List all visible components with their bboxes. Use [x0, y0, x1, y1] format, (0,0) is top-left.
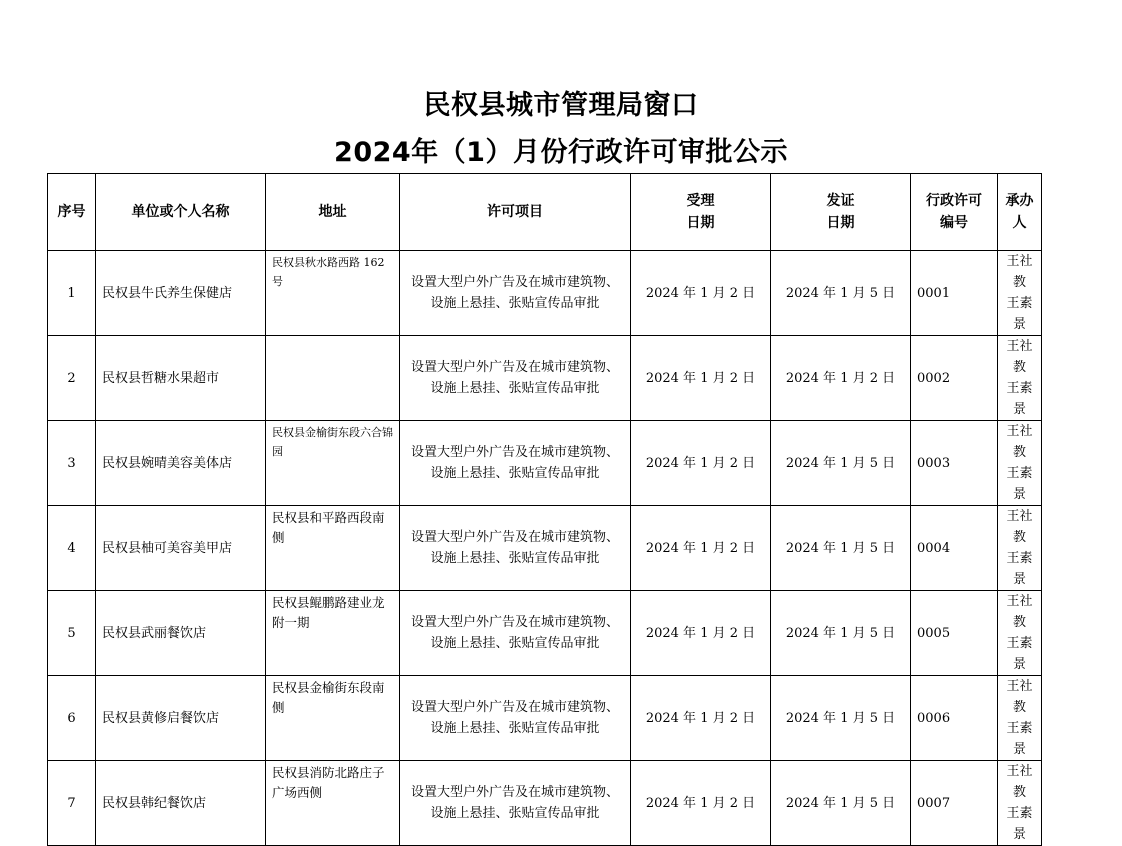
table-header-row [48, 174, 1042, 251]
cell-permit-no: 0005 [911, 591, 998, 676]
cell-index: 1 [48, 251, 96, 336]
cell-item: 设置大型户外广告及在城市建筑物、设施上悬挂、张贴宣传品审批 [400, 676, 631, 761]
table-row [48, 676, 1042, 761]
cell-name: 民权县韩纪餐饮店 [96, 761, 266, 846]
header-name: 单位或个人名称 [96, 174, 266, 251]
table-row [48, 761, 1042, 846]
cell-index: 2 [48, 336, 96, 421]
cell-index: 3 [48, 421, 96, 506]
cell-accept-date: 2024 年 1 月 2 日 [631, 676, 771, 761]
cell-item: 设置大型户外广告及在城市建筑物、设施上悬挂、张贴宣传品审批 [400, 251, 631, 336]
cell-item: 设置大型户外广告及在城市建筑物、设施上悬挂、张贴宣传品审批 [400, 506, 631, 591]
cell-name: 民权县柚可美容美甲店 [96, 506, 266, 591]
table-row [48, 251, 1042, 336]
cell-issue-date: 2024 年 1 月 5 日 [771, 506, 911, 591]
cell-item: 设置大型户外广告及在城市建筑物、设施上悬挂、张贴宣传品审批 [400, 591, 631, 676]
cell-issue-date: 2024 年 1 月 5 日 [771, 421, 911, 506]
cell-issue-date: 2024 年 1 月 5 日 [771, 676, 911, 761]
cell-item: 设置大型户外广告及在城市建筑物、设施上悬挂、张贴宣传品审批 [400, 761, 631, 846]
page-title-line1: 民权县城市管理局窗口 [423, 90, 699, 121]
cell-address: 民权县鲲鹏路建业龙附一期 [266, 591, 400, 676]
cell-accept-date: 2024 年 1 月 2 日 [631, 251, 771, 336]
cell-accept-date: 2024 年 1 月 2 日 [631, 761, 771, 846]
cell-address: 民权县消防北路庄子广场西侧 [266, 761, 400, 846]
cell-permit-no: 0004 [911, 506, 998, 591]
cell-name: 民权县黄修启餐饮店 [96, 676, 266, 761]
cell-address: 民权县金榆街东段南侧 [266, 676, 400, 761]
cell-permit-no: 0001 [911, 251, 998, 336]
cell-officers: 王社教 王素景 [998, 336, 1042, 421]
table-row [48, 506, 1042, 591]
cell-index: 5 [48, 591, 96, 676]
header-item: 许可项目 [400, 174, 631, 251]
cell-address: 民权县金榆街东段六合锦园 [266, 421, 400, 506]
cell-accept-date: 2024 年 1 月 2 日 [631, 591, 771, 676]
cell-issue-date: 2024 年 1 月 5 日 [771, 251, 911, 336]
cell-accept-date: 2024 年 1 月 2 日 [631, 506, 771, 591]
cell-name: 民权县婉晴美容美体店 [96, 421, 266, 506]
cell-officers: 王社教 王素景 [998, 761, 1042, 846]
cell-address: 民权县和平路西段南侧 [266, 506, 400, 591]
header-officers: 承办人 [998, 174, 1042, 251]
header-accept-date: 受理 日期 [631, 174, 771, 251]
permit-table [47, 173, 1042, 846]
cell-item: 设置大型户外广告及在城市建筑物、设施上悬挂、张贴宣传品审批 [400, 336, 631, 421]
cell-name: 民权县牛氏养生保健店 [96, 251, 266, 336]
cell-item: 设置大型户外广告及在城市建筑物、设施上悬挂、张贴宣传品审批 [400, 421, 631, 506]
header-permit-no: 行政许可 编号 [911, 174, 998, 251]
cell-name: 民权县哲糖水果超市 [96, 336, 266, 421]
cell-officers: 王社教 王素景 [998, 421, 1042, 506]
table-row [48, 591, 1042, 676]
header-index: 序号 [48, 174, 96, 251]
table-row [48, 421, 1042, 506]
cell-issue-date: 2024 年 1 月 5 日 [771, 591, 911, 676]
cell-issue-date: 2024 年 1 月 5 日 [771, 761, 911, 846]
page-title-line2: 2024年（1）月份行政许可审批公示 [334, 137, 788, 168]
cell-officers: 王社教 王素景 [998, 676, 1042, 761]
table-row [48, 336, 1042, 421]
cell-issue-date: 2024 年 1 月 2 日 [771, 336, 911, 421]
header-address: 地址 [266, 174, 400, 251]
cell-index: 7 [48, 761, 96, 846]
header-issue-date: 发证 日期 [771, 174, 911, 251]
cell-permit-no: 0006 [911, 676, 998, 761]
cell-address: 民权县秋水路西路 162 号 [266, 251, 400, 336]
cell-accept-date: 2024 年 1 月 2 日 [631, 336, 771, 421]
cell-index: 4 [48, 506, 96, 591]
cell-permit-no: 0003 [911, 421, 998, 506]
cell-officers: 王社教 王素景 [998, 506, 1042, 591]
cell-name: 民权县武丽餐饮店 [96, 591, 266, 676]
cell-address [266, 336, 400, 421]
cell-permit-no: 0002 [911, 336, 998, 421]
cell-permit-no: 0007 [911, 761, 998, 846]
cell-index: 6 [48, 676, 96, 761]
cell-officers: 王社教 王素景 [998, 591, 1042, 676]
cell-accept-date: 2024 年 1 月 2 日 [631, 421, 771, 506]
cell-officers: 王社教 王素景 [998, 251, 1042, 336]
